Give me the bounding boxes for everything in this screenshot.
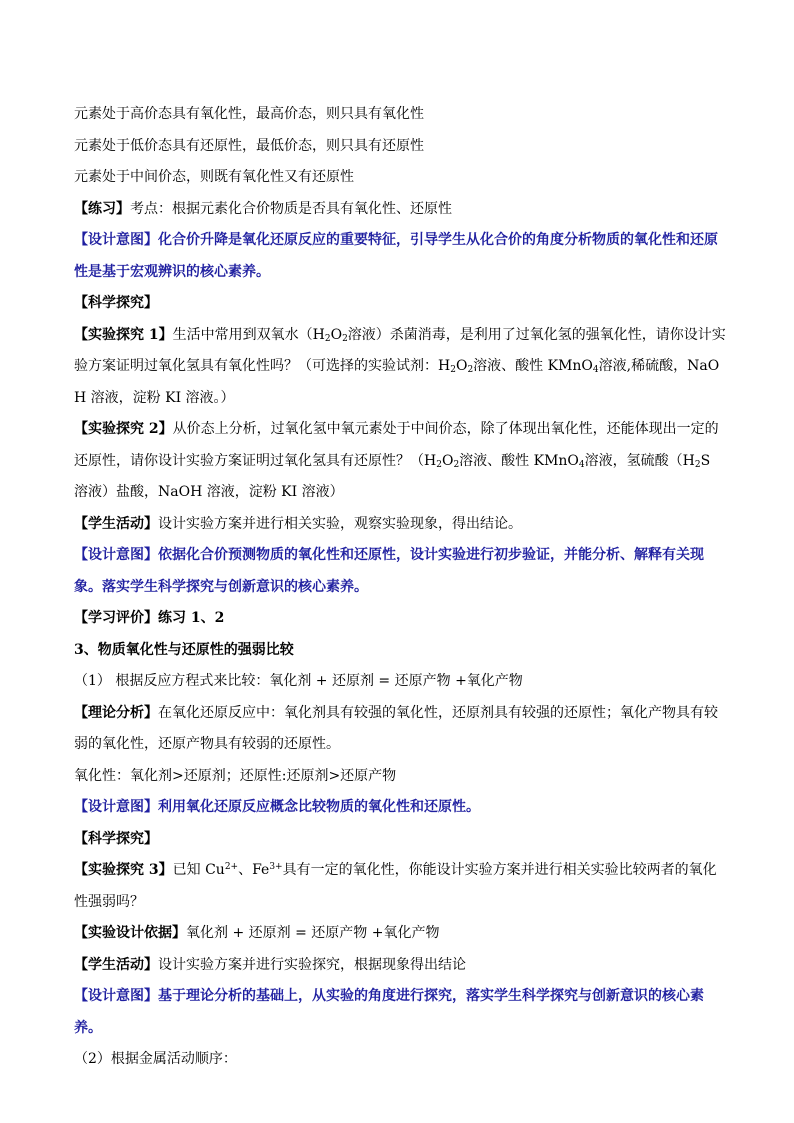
experiment-1-text-c: 溶液）杀菌消毒，是利用了过氧化氢的强氧化性，请你设计实验方案证明过氧化氢具有氧化性吗？（可选择的实验试剂：H — [74, 326, 726, 374]
experiment-1-paragraph — [74, 320, 726, 415]
experiment-1-text-a: 生活中常用到双氧水（H — [172, 326, 325, 343]
subscript: 2 — [694, 459, 701, 470]
experiment-3-text-c: 具有一定的氧化性，你能设计实验方案并进行相关实验比较两者的氧化性强弱吗？ — [74, 862, 717, 910]
design-intent-4: 【设计意图】基于理论分析的基础上，从实验的角度进行探究，落实学生科学探究与创新意识的核心素养。 — [74, 988, 704, 1036]
experiment-1-text-d: O — [455, 358, 468, 374]
theory-analysis — [74, 698, 726, 761]
superscript: 2+ — [224, 862, 239, 872]
learning-evaluation: 【学习评价】练习 1、2 — [74, 610, 225, 626]
text-line-low-valence: 元素处于低价态具有还原性，最低价态，则只具有还原性 — [74, 137, 424, 154]
experiment-2-text-b: O — [441, 452, 454, 469]
subscript: 2 — [467, 365, 474, 375]
subscript: 2 — [453, 459, 460, 470]
theory-analysis-text: 在氧化还原反应中：氧化剂具有较强的氧化性，还原剂具有较强的还原性；氧化产物具有较弱的氧化性，还原产物具有较弱的还原性。 — [74, 704, 718, 752]
student-activity-1-tag: 【学生活动】 — [74, 515, 158, 532]
design-intent-1: 【设计意图】化合价升降是氧化还原反应的重要特征，引导学生从化合价的角度分析物质的氧化性和还原性是基于宏观辨识的核心素养。 — [74, 232, 718, 280]
student-activity-1-text: 设计实验方案并进行相关实验，观察实验现象，得出结论。 — [158, 515, 522, 532]
experiment-3-tag: 【实验探究 3】 — [74, 862, 173, 878]
document-body — [74, 99, 726, 1076]
subscript: 2 — [450, 365, 456, 375]
experiment-2-text-a: 从价态上分析，过氧化氢中氧元素处于中间价态，除了体现出氧化性，还能体现出一定的还原性，请你设计实验方案证明过氧化氢具有还原性？（H — [74, 421, 719, 469]
experiment-3-text-b: 、Fe — [238, 862, 270, 878]
student-activity-1 — [74, 509, 726, 541]
experiment-1-text-e: 溶液、酸性 KMnO — [473, 358, 593, 374]
experiment-2-tag: 【实验探究 2】 — [74, 421, 173, 437]
experiment-2-text-d: 溶液，氢硫酸（H — [584, 452, 695, 469]
student-activity-2-text: 设计实验方案并进行实验探究，根据现象得出结论 — [158, 956, 466, 973]
design-basis-tag: 【实验设计依据】 — [74, 925, 186, 941]
theory-analysis-tag: 【理论分析】 — [74, 704, 158, 721]
subsection-2: （2）根据金属活动顺序： — [74, 1051, 237, 1067]
superscript: 3+ — [269, 862, 283, 872]
design-intent-2: 【设计意图】依据化合价预测物质的氧化性和还原性，设计实验进行初步验证，并能分析、解释有关现象。落实学生科学探究与创新意识的核心素养。 — [74, 547, 704, 595]
design-basis-text: 氧化剂 + 还原剂 = 还原产物 +氧化产物 — [186, 925, 440, 941]
design-basis — [74, 918, 726, 950]
text-line-mid-valence: 元素处于中间价态，则既有氧化性又有还原性 — [74, 169, 354, 185]
experiment-1-tag: 【实验探究 1】 — [74, 326, 173, 343]
experiment-1-text-b: O — [330, 326, 343, 343]
practice-paragraph — [74, 194, 726, 226]
design-intent-3: 【设计意图】利用氧化还原反应概念比较物质的氧化性和还原性。 — [74, 799, 480, 815]
subscript: 4 — [578, 459, 585, 470]
subscript: 4 — [592, 365, 599, 375]
student-activity-2-tag: 【学生活动】 — [74, 956, 158, 973]
experiment-2-text-e: S 溶液）盐酸，NaOH 溶液，淀粉 KI 溶液） — [74, 452, 711, 500]
text-line-high-valence: 元素处于高价态具有氧化性，最高价态，则只具有氧化性 — [74, 106, 424, 122]
experiment-1-text-f: 溶液,稀硫酸，NaOH 溶液，淀粉 KI 溶液。） — [74, 358, 720, 406]
science-inquiry-heading-1: 【科学探究】 — [74, 295, 158, 311]
subscript: 2 — [324, 333, 331, 344]
student-activity-2 — [74, 950, 726, 982]
subscript: 2 — [436, 459, 442, 470]
experiment-3-text-a: 已知 Cu — [172, 862, 225, 878]
practice-text: 考点：根据元素化合价物质是否具有氧化性、还原性 — [130, 200, 452, 217]
oxidation-comparison-line: 氧化性：氧化剂>还原剂；还原性:还原剂>还原产物 — [74, 767, 397, 784]
subscript: 2 — [342, 333, 348, 344]
experiment-3-paragraph — [74, 855, 726, 918]
practice-tag: 【练习】 — [74, 200, 130, 217]
science-inquiry-heading-2: 【科学探究】 — [74, 830, 158, 847]
experiment-2-paragraph — [74, 414, 726, 509]
experiment-2-text-c: 溶液、酸性 KMnO — [459, 452, 579, 469]
subsection-1: （1） 根据反应方程式来比较：氧化剂 + 还原剂 = 还原产物 +氧化产物 — [74, 673, 523, 689]
section-3-heading: 3、物质氧化性与还原性的强弱比较 — [74, 641, 294, 658]
